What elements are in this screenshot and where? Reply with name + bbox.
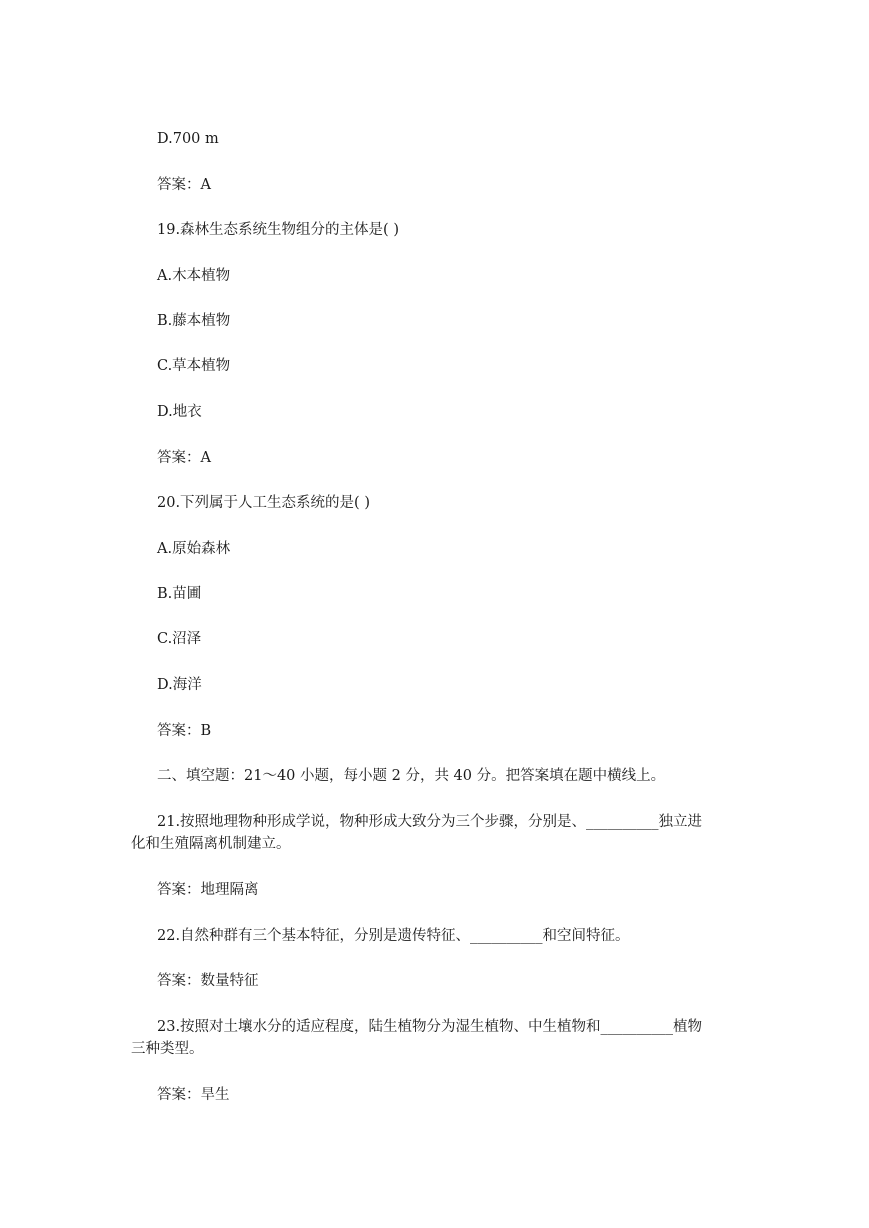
section-heading-fill-in: 二、填空题：21～40 小题，每小题 2 分，共 40 分。把答案填在题中横线上。 <box>157 768 666 784</box>
option-a-q20: A.原始森林 <box>157 541 231 557</box>
question-21-line-2: 化和生殖隔离机制建立。 <box>131 836 291 852</box>
question-23 <box>131 1016 732 1060</box>
question-23-line-2: 三种类型。 <box>131 1041 204 1057</box>
answer-q19: 答案：A <box>157 450 211 466</box>
option-c-q19: C.草本植物 <box>157 358 231 374</box>
answer-q18: 答案：A <box>157 177 211 193</box>
question-22: 22.自然种群有三个基本特征，分别是遗传特征、__________和空间特征。 <box>157 928 630 944</box>
option-a-q19: A.木本植物 <box>157 268 231 284</box>
option-d-q20: D.海洋 <box>157 677 202 693</box>
answer-q21: 答案：地理隔离 <box>157 882 259 898</box>
question-21 <box>131 811 732 855</box>
option-d-q19: D.地衣 <box>157 404 202 420</box>
option-c-q20: C.沼泽 <box>157 631 202 647</box>
option-b-q19: B.藤本植物 <box>157 313 231 329</box>
answer-q23: 答案：旱生 <box>157 1087 230 1103</box>
answer-q22: 答案：数量特征 <box>157 973 259 989</box>
question-23-line-1: 23.按照对土壤水分的适应程度，陆生植物分为湿生植物、中生植物和__________植物 <box>157 1019 703 1035</box>
question-21-line-1: 21.按照地理物种形成学说，物种形成大致分为三个步骤，分别是、__________独立进 <box>157 814 703 830</box>
question-20: 20.下列属于人工生态系统的是( ) <box>157 495 370 511</box>
question-19: 19.森林生态系统生物组分的主体是( ) <box>157 222 399 238</box>
option-b-q20: B.苗圃 <box>157 586 202 602</box>
option-d-q18: D.700 m <box>157 131 219 147</box>
answer-q20: 答案：B <box>157 723 212 739</box>
